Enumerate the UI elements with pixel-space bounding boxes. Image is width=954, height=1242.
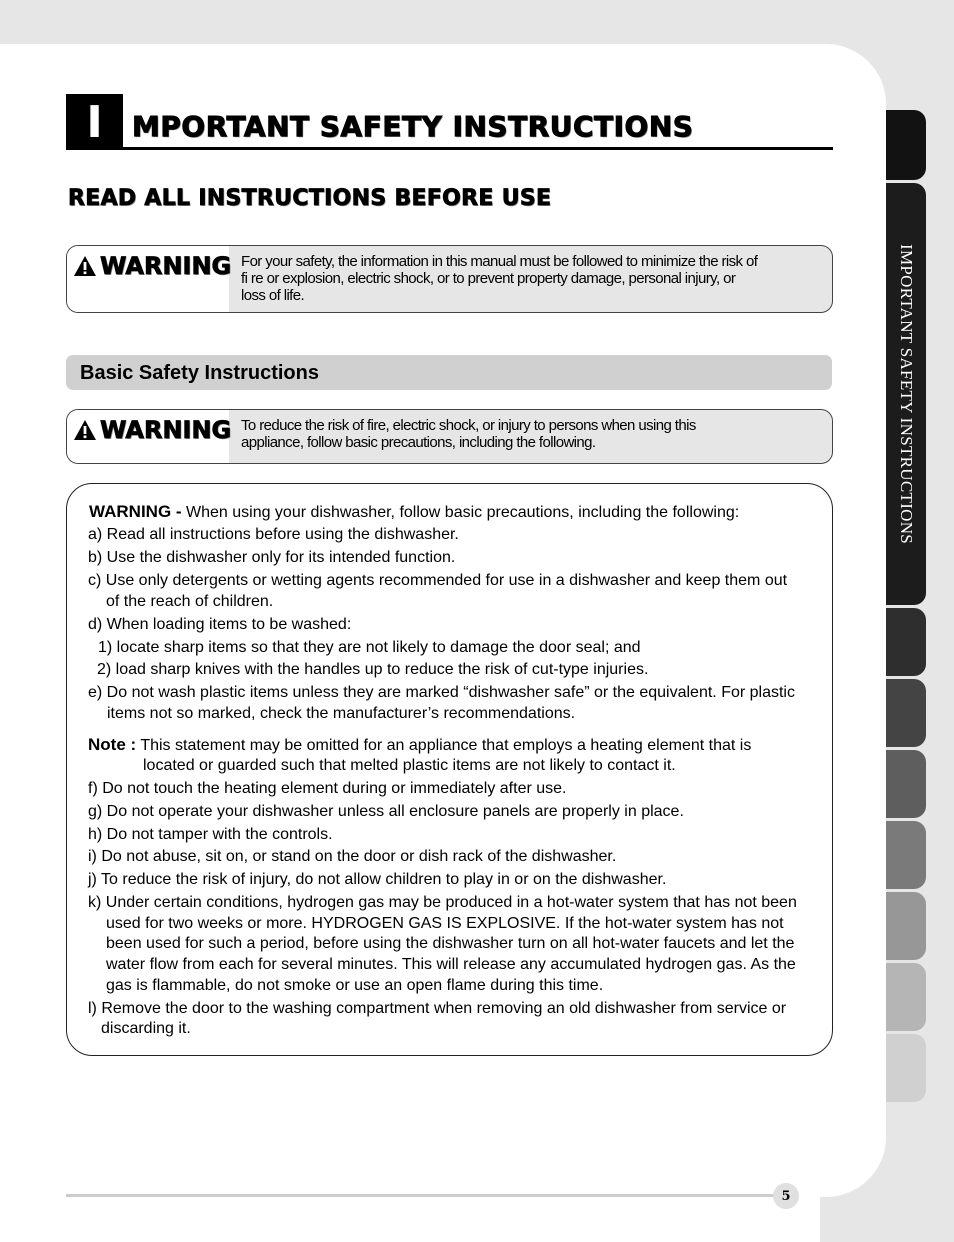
list-subitem: 2) load sharp knives with the handles up to reduce the risk of cut-type injuries. <box>97 661 649 678</box>
page-bottom <box>0 1197 820 1242</box>
warning-label-area <box>67 246 232 312</box>
list-item: i) Do not abuse, sit on, or stand on the door or dish rack of the dishwasher. <box>88 848 617 865</box>
list-item-cont: discarding it. <box>101 1020 191 1037</box>
warning-box-1 <box>66 245 833 313</box>
list-subitem: 1) locate sharp items so that they are not likely to damage the door seal; and <box>98 639 641 656</box>
list-item-cont: been used for such a period, before using the dishwasher turn on all hot-water faucets and let the <box>106 935 795 952</box>
section-title: Basic Safety Instructions <box>80 362 319 384</box>
title-rule <box>66 147 833 150</box>
list-item-cont: of the reach of children. <box>106 593 274 610</box>
list-item: a) Read all instructions before using the dishwasher. <box>88 526 459 543</box>
note <box>88 735 751 756</box>
warning-label: WARNING <box>100 252 232 280</box>
text-line: appliance, follow basic precautions, including the following. <box>241 434 596 451</box>
tab-8[interactable] <box>886 963 926 1031</box>
warning-intro-text: When using your dishwasher, follow basic precautions, including the following: <box>181 504 740 521</box>
note-text: This statement may be omitted for an appliance that employs a heating element that is <box>136 737 752 754</box>
warning-intro <box>89 502 739 523</box>
footer-rule <box>66 1194 784 1197</box>
warning-label-area <box>67 410 232 463</box>
warning-box-2 <box>66 409 833 464</box>
instructions-box <box>66 483 833 1056</box>
tab-5[interactable] <box>886 750 926 818</box>
note-cont: located or guarded such that melted plastic items are not likely to contact it. <box>143 757 676 774</box>
text-line: To reduce the risk of fire, electric shock, or injury to persons when using this <box>241 417 696 434</box>
list-item: k) Under certain conditions, hydrogen gas may be produced in a hot-water system that has not been <box>88 894 797 911</box>
text-line: fi re or explosion, electric shock, or to prevent property damage, personal injury, or <box>241 270 736 287</box>
list-item: c) Use only detergents or wetting agents recommended for use in a dishwasher and keep them out <box>88 572 788 589</box>
page-number: 5 <box>773 1183 799 1209</box>
tab-important-safety-instructions[interactable] <box>886 183 926 605</box>
note-label: Note : <box>88 735 137 754</box>
warning-label: WARNING <box>100 416 232 444</box>
warning-intro-bold: WARNING - <box>89 502 182 521</box>
list-item: b) Use the dishwasher only for its intended function. <box>88 549 456 566</box>
section-header <box>66 355 832 390</box>
subtitle: READ ALL INSTRUCTIONS BEFORE USE <box>68 186 552 211</box>
list-item: e) Do not wash plastic items unless they are marked “dishwasher safe” or the equivalent. For plastic <box>88 684 795 701</box>
list-item: f) Do not touch the heating element during or immediately after use. <box>88 780 567 797</box>
side-tab-label: IMPORTANT SAFETY INSTRUCTIONS <box>897 243 916 545</box>
tab-6[interactable] <box>886 821 926 889</box>
tab-3[interactable] <box>886 608 926 676</box>
list-item: g) Do not operate your dishwasher unless all enclosure panels are properly in place. <box>88 803 684 820</box>
list-item: j) To reduce the risk of injury, do not allow children to play in or on the dishwasher. <box>88 871 667 888</box>
list-item-cont: water flow from each for several minutes. This will release any accumulated hydrogen gas. As the <box>106 956 796 973</box>
warning-triangle-icon <box>73 255 97 277</box>
warning-triangle-icon <box>73 419 97 441</box>
list-item: h) Do not tamper with the controls. <box>88 826 333 843</box>
list-item: l) Remove the door to the washing compartment when removing an old dishwasher from service or <box>88 1000 787 1017</box>
text-line: For your safety, the information in this manual must be followed to minimize the risk of <box>241 253 758 270</box>
title-initial: I <box>66 94 123 150</box>
list-item-cont: gas is flammable, do not smoke or use an open flame during this time. <box>106 977 604 994</box>
text-line: loss of life. <box>241 287 305 304</box>
page-title <box>66 94 833 150</box>
tab-7[interactable] <box>886 892 926 960</box>
list-item-cont: used for two weeks or more. HYDROGEN GAS IS EXPLOSIVE. If the hot-water system has not <box>106 915 784 932</box>
tab-9[interactable] <box>886 1034 926 1102</box>
title-text: MPORTANT SAFETY INSTRUCTIONS <box>132 110 694 143</box>
warning-text-2 <box>241 417 821 451</box>
tab-top[interactable] <box>886 110 926 180</box>
list-item-cont: items not so marked, check the manufacturer’s recommendations. <box>107 705 576 722</box>
tab-4[interactable] <box>886 679 926 747</box>
list-item: d) When loading items to be washed: <box>88 616 352 633</box>
warning-text-1 <box>241 253 821 304</box>
